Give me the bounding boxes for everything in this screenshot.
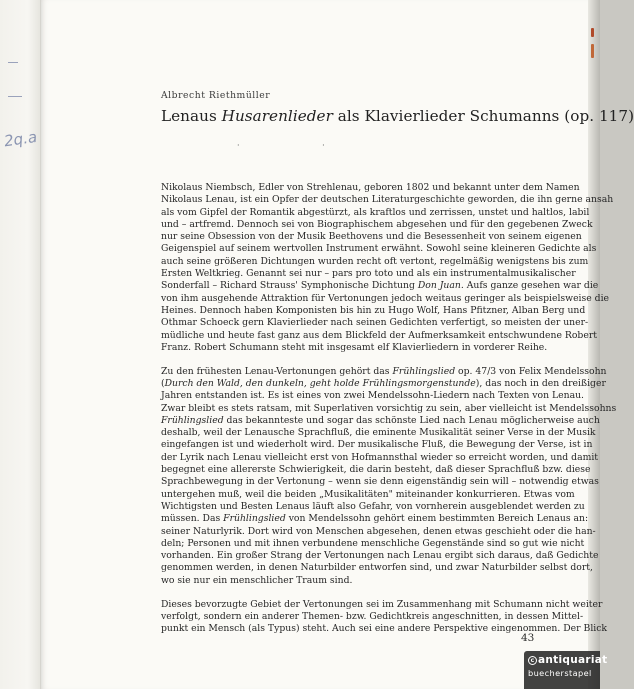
- text-line: [161, 623, 608, 635]
- text-line: [161, 390, 584, 402]
- text-line: [161, 575, 542, 587]
- pencil-margin-note: 2q.a: [2, 127, 39, 151]
- text-segment: Zu den frühesten Lenau-Vertonungen gehört das: [161, 365, 393, 377]
- text-segment: Nikolaus Niembsch, Edler von Strehlenau, geboren 1802 und bekannt unter dem Namen: [161, 182, 580, 193]
- text-line: [161, 550, 599, 562]
- seller-watermark: [524, 651, 608, 689]
- text-line: [161, 513, 589, 525]
- text-segment: genommen werden, in denen Naturbilder entworfen sind, und zwar Naturbilder selbst dort,: [161, 562, 593, 574]
- text-line: [161, 317, 589, 329]
- text-segment: nur seine Obsession von der Musik Beethovens und die Besessenheit von seinem eigenen: [161, 231, 582, 243]
- title-prefix: Lenaus: [161, 107, 222, 125]
- text-segment: Jahren entstanden ist. Es ist eines von zwei Mendelssohn-Liedern nach Texten von Lenau.: [161, 390, 584, 402]
- text-line: [161, 598, 603, 611]
- body-paragraph: [161, 598, 608, 636]
- text-line: [161, 280, 599, 292]
- text-line: [161, 488, 575, 501]
- italic-segment: Durch den Wald, den dunkeln, geht holde Frühlingsmorgenstunde: [164, 377, 476, 389]
- title-suffix: als Klavierlieder Schumanns (op. 117): [332, 107, 634, 125]
- text-segment: seiner Naturlyrik. Dort wird von Menschen abgesehen, denen etwas geschieht oder die han-: [161, 525, 596, 537]
- text-segment: Sonderfall – Richard Strauss' Symphonische Dichtung: [161, 280, 418, 292]
- page-number: 43: [521, 632, 535, 644]
- text-segment: vorhanden. Ein großer Strang der Vertonungen nach Lenau ergibt sich daraus, daß Gedichte: [161, 550, 599, 562]
- text-segment: punkt ein Mensch (als Typus) steht. Auch sei eine andere Perspektive eingenommen. Der Blick: [161, 623, 608, 635]
- chapter-title: [161, 107, 634, 125]
- text-segment: auch seine größeren Dichtungen wurden recht oft vertont, regelmäßig wenigstens bis zum: [161, 255, 589, 267]
- pencil-tick: [8, 62, 18, 63]
- copyright-icon: c: [528, 656, 537, 665]
- text-segment: müdliche und heute fast ganz aus dem Blickfeld der Aufmerksamkeit entschwundene Robert: [161, 329, 597, 341]
- text-line: [161, 537, 585, 550]
- text-segment: verfolgt, sondern ein anderer Themen- bzw. Gedichtkreis angeschnitten, in dessen Mittel-: [161, 610, 584, 622]
- text-line: [161, 377, 606, 390]
- previous-page-edge: [0, 0, 40, 689]
- text-segment: von Mendelssohn gehört einem bestimmten Bereich Lenaus an:: [285, 513, 589, 525]
- text-line: [161, 402, 617, 415]
- watermark-top: c antiquariat: [528, 654, 596, 666]
- text-line: [161, 268, 576, 280]
- text-segment: begegnet eine allererste Schwierigkeit, die darin besteht, daß dieser Sprachfluß bzw. diese: [161, 464, 591, 476]
- text-line: [161, 329, 597, 342]
- text-segment: Wichtigsten und Besten Lenaus läuft also Gefahr, von vornherein ausgeblendet werden zu: [161, 500, 585, 512]
- running-header: Albrecht Riethmüller: [161, 90, 271, 101]
- text-line: [161, 525, 596, 538]
- text-line: [161, 464, 591, 476]
- text-segment: op. 47/3 von Felix Mendelssohn: [455, 365, 607, 377]
- text-line: [161, 341, 548, 354]
- text-line: [161, 476, 599, 488]
- title-italic: Husarenlieder: [221, 107, 333, 125]
- text-line: [161, 451, 599, 464]
- body-paragraph: [161, 365, 617, 587]
- text-segment: Sprachbewegung in der Vertonung – wenn sie denn eigenständig sein will – notwendig etwas: [161, 476, 599, 488]
- text-segment: das bekannteste und sogar das schönste Lied nach Lenau möglicherweise auch: [223, 414, 600, 426]
- text-segment: der Lyrik nach Lenau vielleicht erst von Hofmannsthal wieder so erreicht worden, und damit: [161, 451, 599, 463]
- text-segment: Franz. Robert Schumann steht mit insgesamt elf Klavierliedern in vorderer Reihe.: [161, 341, 548, 353]
- text-segment: untergehen muß, weil die beiden „Musikalitäten" miteinander konkurrieren. Etwas vom: [161, 488, 575, 500]
- text-line: [161, 206, 590, 219]
- text-segment: deln; Personen und mit ihnen verbundene menschliche Gegenstände sind so gut wie nicht: [161, 537, 585, 549]
- body-text: [161, 182, 617, 647]
- text-line: [161, 194, 614, 206]
- page-fore-edge: [588, 0, 600, 689]
- text-segment: . Aufs ganze gesehen war die: [460, 280, 599, 292]
- text-segment: von ihm ausgehende Attraktion für Vertonungen jedoch weitaus geringer als beispielsweise die: [161, 292, 610, 304]
- text-line: [161, 439, 593, 451]
- text-line: [161, 231, 582, 243]
- text-segment: Dieses bevorzugte Gebiet der Vertonungen sei im Zusammenhang mit Schumann nicht weiter: [161, 598, 603, 610]
- text-line: [161, 243, 597, 255]
- text-segment: Heines. Dennoch haben Komponisten bis hin zu Hugo Wolf, Hans Pfitzner, Alban Berg und: [161, 304, 586, 316]
- text-segment: als vom Gipfel der Romantik abgestürzt, als kraftlos und zerrissen, unstet und haltlos, labil: [161, 206, 590, 218]
- text-segment: (: [161, 377, 165, 389]
- text-line: [161, 218, 593, 231]
- text-line: [161, 292, 610, 305]
- text-segment: Geigenspiel auf seinem wertvollen Instrument erwähnt. Sowohl seine kleineren Gedichte als: [161, 243, 597, 255]
- watermark-bottom: buecherstapel: [528, 668, 592, 678]
- text-line: [161, 562, 593, 574]
- text-segment: müssen. Das: [161, 513, 224, 525]
- text-segment: wo sie nur ein menschlicher Traum sind.: [161, 574, 353, 586]
- text-line: [161, 182, 580, 194]
- italic-segment: Don Juan: [417, 280, 461, 292]
- page-gutter: [40, 0, 41, 689]
- italic-segment: Frühlingslied: [223, 513, 286, 525]
- pencil-tick: [8, 96, 22, 97]
- scan-specks: · ·: [237, 141, 365, 150]
- text-segment: Othmar Schoeck gern Klavierlieder nach seinen Gedichten verfertigt, so meisten der uner-: [161, 317, 589, 329]
- text-line: [161, 304, 586, 317]
- text-line: [161, 500, 585, 513]
- text-line: [161, 414, 600, 427]
- text-segment: ), das noch in den dreißiger: [475, 377, 606, 389]
- italic-segment: Frühlingslied: [161, 414, 224, 426]
- text-segment: Ersten Weltkrieg. Genannt sei nur – pars pro toto und als ein instrumentalmusikalischer: [161, 268, 576, 280]
- italic-segment: Frühlingslied: [392, 365, 456, 377]
- text-segment: eingefangen ist und wiederholt wird. Der musikalische Fluß, die Bewegung der Verse, ist in: [161, 439, 593, 451]
- text-line: [161, 427, 596, 439]
- text-segment: Nikolaus Lenau, ist ein Opfer der deutschen Literaturgeschichte geworden, die ihn gerne ansah: [161, 194, 614, 206]
- text-segment: deshalb, weil der Lenausche Sprachfluß, die eminente Musikalität seiner Verse in der Musik: [161, 427, 596, 439]
- edge-stain-mark: [591, 28, 594, 37]
- text-line: [161, 610, 584, 623]
- edge-stain-mark: [591, 44, 594, 58]
- text-line: [161, 255, 589, 268]
- text-line: [161, 365, 607, 378]
- body-paragraph: [161, 182, 614, 354]
- text-segment: Zwar bleibt es stets ratsam, mit Superlativen vorsichtig zu sein, aber vielleicht ist Mendelssohns: [161, 402, 617, 414]
- text-segment: und – artfremd. Dennoch sei von Biographischem abgesehen und für den gegebenen Zweck: [161, 218, 593, 230]
